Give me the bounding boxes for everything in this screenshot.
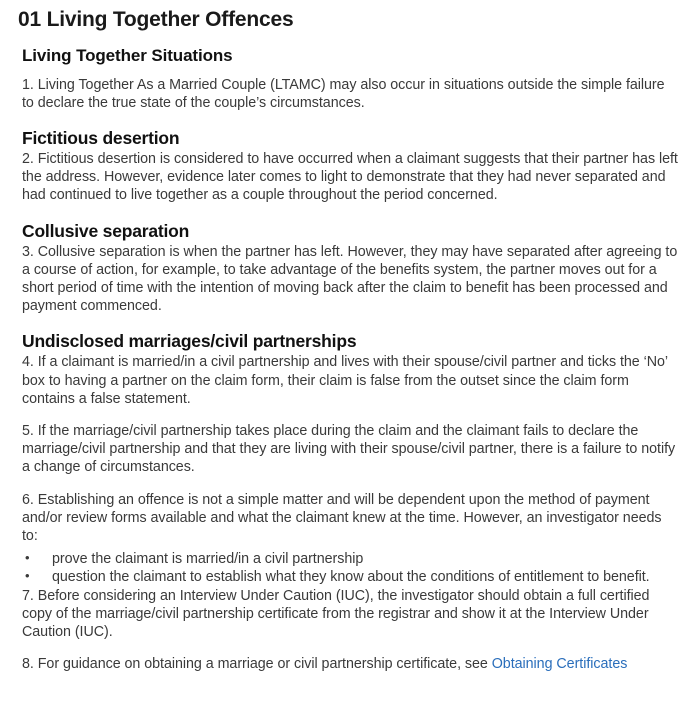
- section-fictitious-desertion: [18, 128, 680, 205]
- paragraph-5: 5. If the marriage/civil partnership takes place during the claim and the claimant fails to declare the marriage/civil partnership and that they are living with their spouse/civil partner, there is a failure to notify a change of circumstances.: [22, 422, 676, 476]
- page-title: 01 Living Together Offences: [18, 8, 294, 31]
- list-item: • prove the claimant is married/in a civil partnership: [22, 550, 680, 568]
- paragraph-2: 2. Fictitious desertion is considered to have occurred when a claimant suggests that their partner has left the address. However, evidence later comes to light to demonstrate that they had never separated and had continued to live together as a couple throughout the period concerned.: [22, 150, 678, 204]
- investigator-requirements-list: [18, 550, 680, 586]
- paragraph-8-lead-text: 8. For guidance on obtaining a marriage or civil partnership certificate, see: [22, 656, 492, 673]
- paragraph-6: 6. Establishing an offence is not a simple matter and will be dependent upon the method of payment and/or review forms available and what the claimant knew at the time. However, an investigator needs to:: [22, 491, 662, 544]
- paragraph-3: 3. Collusive separation is when the partner has left. However, they may have separated after agreeing to a course of action, for example, to take advantage of the benefits system, the partner moves out for a short period of time with the intention of moving back after the claim to benefit has been processed and payment commenced.: [22, 243, 678, 315]
- obtaining-certificates-link[interactable]: Obtaining Certificates: [491, 656, 628, 673]
- paragraph-8: [22, 655, 680, 673]
- paragraph-7: 7. Before considering an Interview Under Caution (IUC), the investigator should obtain a full certified copy of the marriage/civil partnership certificate from the registrar and show it at the Interview Under Caution (IUC).: [22, 587, 650, 640]
- paragraph-1: 1. Living Together As a Married Couple (LTAMC) may also occur in situations outside the simple failure to declare the true state of the couple’s circumstances.: [22, 76, 665, 111]
- section-heading-living-together-situations: Living Together Situations: [22, 46, 233, 66]
- paragraph-4: 4. If a claimant is married/in a civil partnership and lives with their spouse/civil partner and ticks the ‘No’ box to having a partner on the claim form, their claim is false from the outset since the claim form contains a false statement.: [22, 354, 668, 407]
- section-living-together-situations: [18, 46, 680, 112]
- section-collusive-separation: [18, 221, 680, 316]
- section-heading-undisclosed-marriages: Undisclosed marriages/civil partnerships: [22, 331, 357, 352]
- section-heading-fictitious-desertion: Fictitious desertion: [22, 127, 180, 148]
- section-undisclosed-marriages: [18, 331, 680, 673]
- list-item: • question the claimant to establish what they know about the conditions of entitlement to benefit.: [22, 568, 680, 586]
- section-heading-collusive-separation: Collusive separation: [22, 220, 190, 241]
